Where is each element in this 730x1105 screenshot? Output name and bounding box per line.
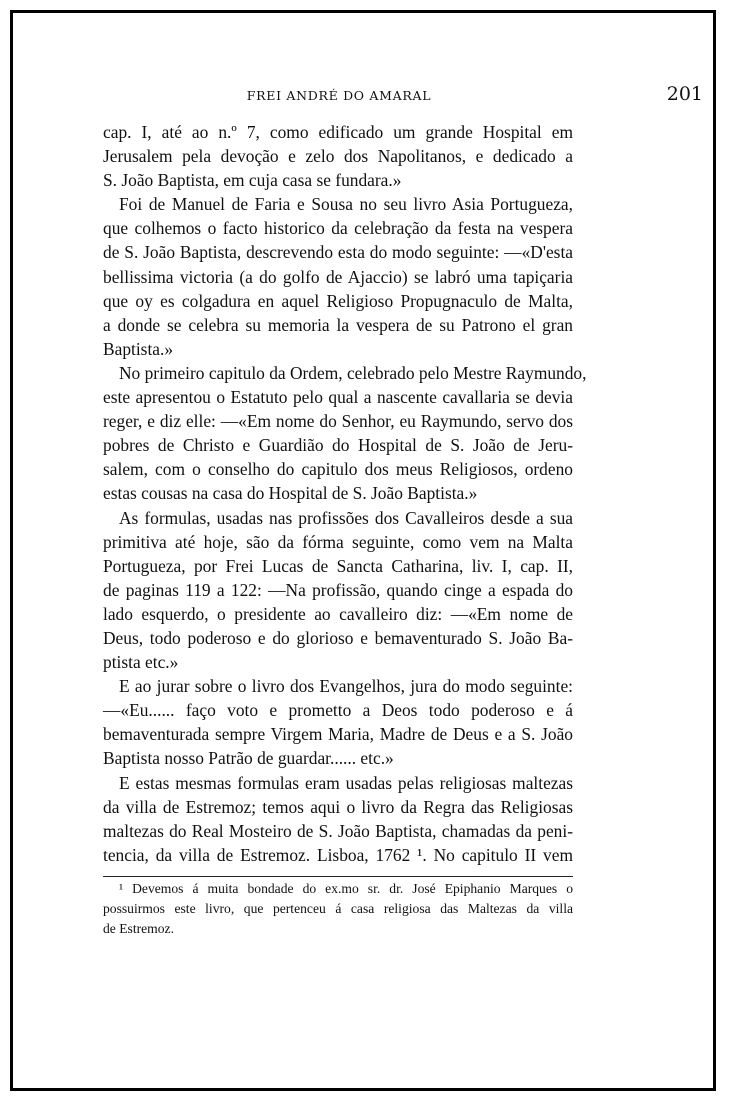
text-line: No primeiro capitulo da Ordem, celebrado pelo Mestre Raymundo, (119, 362, 587, 383)
text-line: E estas mesmas formulas eram usadas pelas religiosas maltezas (119, 772, 573, 793)
footnote-line: de Estremoz. (103, 921, 174, 936)
text-line: Baptista nosso Patrão de guardar...... etc.» (103, 748, 394, 769)
text-line: cap. I, até ao n.º 7, como edificado um grande Hospital em (103, 122, 573, 142)
text-line: E ao jurar sobre o livro dos Evangelhos, jura do modo seguinte: (119, 676, 573, 697)
text-line: de S. João Baptista, descrevendo esta do modo seguinte: —«D'esta (103, 242, 573, 263)
page-number: 201 (666, 83, 703, 105)
text-line: Jerusalem pela devoção e zelo dos Napolitanos, e dedicado a (103, 146, 573, 167)
text-line: maltezas do Real Mosteiro de S. João Baptista, chamadas da peni- (103, 820, 573, 841)
text-line: Deus, todo poderoso e do glorioso e bemaventurado S. João Ba- (103, 627, 573, 648)
text-line: este apresentou o Estatuto pelo qual a nascente cavallaria se devia (103, 387, 573, 408)
text-line: Foi de Manuel de Faria e Sousa no seu livro Asia Portugueza, (119, 194, 573, 215)
text-line: Portugueza, por Frei Lucas de Sancta Catharina, liv. I, cap. II, (103, 555, 573, 576)
text-line: a donde se celebra su memoria la vespera de su Patrono el gran (103, 314, 573, 335)
text-line: S. João Baptista, em cuja casa se fundara.» (103, 170, 402, 191)
running-title: FREI ANDRÉ DO AMARAL (246, 88, 432, 103)
body-text (103, 120, 587, 867)
page-header (103, 83, 703, 107)
footnote-line: possuirmos este livro, que pertenceu á casa religiosa das Maltezas da villa (103, 901, 573, 916)
text-line: —«Eu...... faço voto e prometto a Deos todo poderoso e á (103, 700, 573, 721)
text-line: de paginas 119 a 122: —Na profissão, quando cinge a espada do (103, 579, 573, 600)
text-line: bemaventurada sempre Virgem Maria, Madre de Deus e a S. João (103, 724, 573, 745)
text-line: ptista etc.» (103, 652, 179, 673)
text-line: reger, e diz elle: —«Em nome do Senhor, eu Raymundo, servo dos (103, 411, 573, 432)
text-line: que colhemos o facto historico da celebração da festa na vespera (103, 218, 573, 239)
text-line: salem, com o conselho do capitulo dos meus Religiosos, ordeno (103, 459, 573, 480)
text-line: primitiva até hoje, são da fórma seguinte, como vem na Malta (103, 531, 573, 552)
text-line: tencia, da villa de Estremoz. Lisboa, 1762 ¹. No capitulo II vem (103, 844, 573, 865)
text-line: As formulas, usadas nas profissões dos Cavalleiros desde a sua (119, 507, 573, 528)
text-line: pobres de Christo e Guardião do Hospital de S. João de Jeru- (103, 435, 573, 456)
footnotes (103, 876, 573, 939)
text-line: bellissima victoria (a do golfo de Ajaccio) se labró uma tapiçaria (103, 266, 573, 287)
text-line: lado esquerdo, o presidente ao cavalleiro diz: —«Em nome de (103, 603, 573, 624)
text-line: da villa de Estremoz; temos aqui o livro da Regra das Religiosas (103, 796, 573, 817)
text-line: que oy es colgadura en aquel Religioso Propugnaculo de Malta, (103, 290, 573, 311)
text-line: estas cousas na casa do Hospital de S. João Baptista.» (103, 483, 478, 504)
footnote-line: ¹ Devemos á muita bondade do ex.mo sr. dr. José Epiphanio Marques o (119, 881, 573, 896)
text-line: Baptista.» (103, 338, 174, 359)
